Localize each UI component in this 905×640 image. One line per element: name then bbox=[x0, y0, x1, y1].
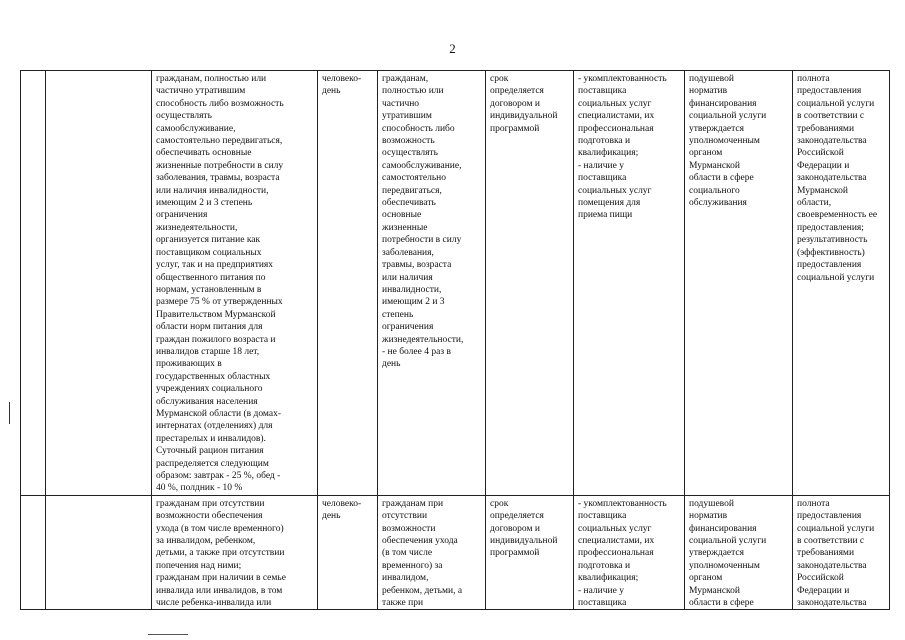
footnote-rule bbox=[148, 634, 188, 635]
conditions-cell: - укомплектованность поставщика социальных услуг специалистами, их профессиональная подготовка и квалификация; - наличие у поставщика bbox=[574, 495, 685, 610]
table-row bbox=[21, 495, 890, 610]
quality-indicators-cell: полнота предоставления социальной услуги в соответствии с требованиями законодательства Российской Федерации и законодательства bbox=[793, 495, 890, 610]
conditions-cell: - укомплектованность поставщика социальных услуг специалистами, их профессиональная подготовка и квалификация; - наличие у поставщика социальных услуг помещения для приема пищи bbox=[574, 71, 685, 496]
service-name-cell bbox=[46, 495, 152, 610]
table-row bbox=[21, 71, 890, 496]
services-table bbox=[20, 70, 890, 610]
term-cell: срок определяется договором и индивидуальной программой bbox=[486, 495, 574, 610]
unit-cell: человеко- день bbox=[318, 495, 378, 610]
quality-indicators-cell: полнота предоставления социальной услуги в соответствии с требованиями законодательства Российской Федерации и законодательства Мурманской области, своевременность ее предоставления; результативность (эффективность) предоставления социальной услуги bbox=[793, 71, 890, 496]
margin-mark bbox=[9, 402, 10, 424]
row-number-cell bbox=[21, 495, 46, 610]
service-description-cell: гражданам при отсутствии возможности обеспечения ухода (в том числе временного) за инвалидом, ребенком, детьми, а также при отсутствии попечения над ними; гражданам при наличии в семье инвалида или инвалидов, в том числе ребенка-инвалида или bbox=[152, 495, 318, 610]
page-number: 2 bbox=[449, 41, 456, 56]
service-name-cell bbox=[46, 71, 152, 496]
volume-cell: гражданам, полностью или частично утратившим способность либо возможность осуществлять самообслуживание, самостоятельно передвигаться, обеспечивать основные жизненные потребности в силу заболевания, травмы, возраста или наличия инвалидности, имеющим 2 и 3 степень ограничения жизнедеятельности, - не более 4 раз в день bbox=[378, 71, 486, 496]
service-description-cell: гражданам, полностью или частично утратившим способность либо возможность осуществлять самообслуживание, самостоятельно передвигаться, обеспечивать основные жизненные потребности в силу заболевания, травмы, возраста или наличия инвалидности, имеющим 2 и 3 степень ограничения жизнедеятельности, организуется питание как поставщиком социальных услуг, так и на предприятиях общественного питания по нормам, установленным в размере 75 % от утвержденных Правительством Мурманской области норм питания для граждан пожилого возраста и инвалидов старше 18 лет, проживающих в государственных областных учреждениях социального обслуживания населения Мурманской области (в домах- интернатах (отделениях) для престарелых и инвалидов). Суточный рацион питания распределяется следующим образом: завтрак - 25 %, обед - 40 %, полдник - 10 % bbox=[152, 71, 318, 496]
unit-cell: человеко- день bbox=[318, 71, 378, 496]
financing-cell: подушевой норматив финансирования социальной услуги утверждается уполномоченным органом Мурманской области в сфере социального обслуживания bbox=[685, 71, 793, 496]
volume-cell: гражданам при отсутствии возможности обеспечения ухода (в том числе временного) за инвалидом, ребенком, детьми, а также при bbox=[378, 495, 486, 610]
term-cell: срок определяется договором и индивидуальной программой bbox=[486, 71, 574, 496]
row-number-cell bbox=[21, 71, 46, 496]
financing-cell: подушевой норматив финансирования социальной услуги утверждается уполномоченным органом Мурманской области в сфере bbox=[685, 495, 793, 610]
